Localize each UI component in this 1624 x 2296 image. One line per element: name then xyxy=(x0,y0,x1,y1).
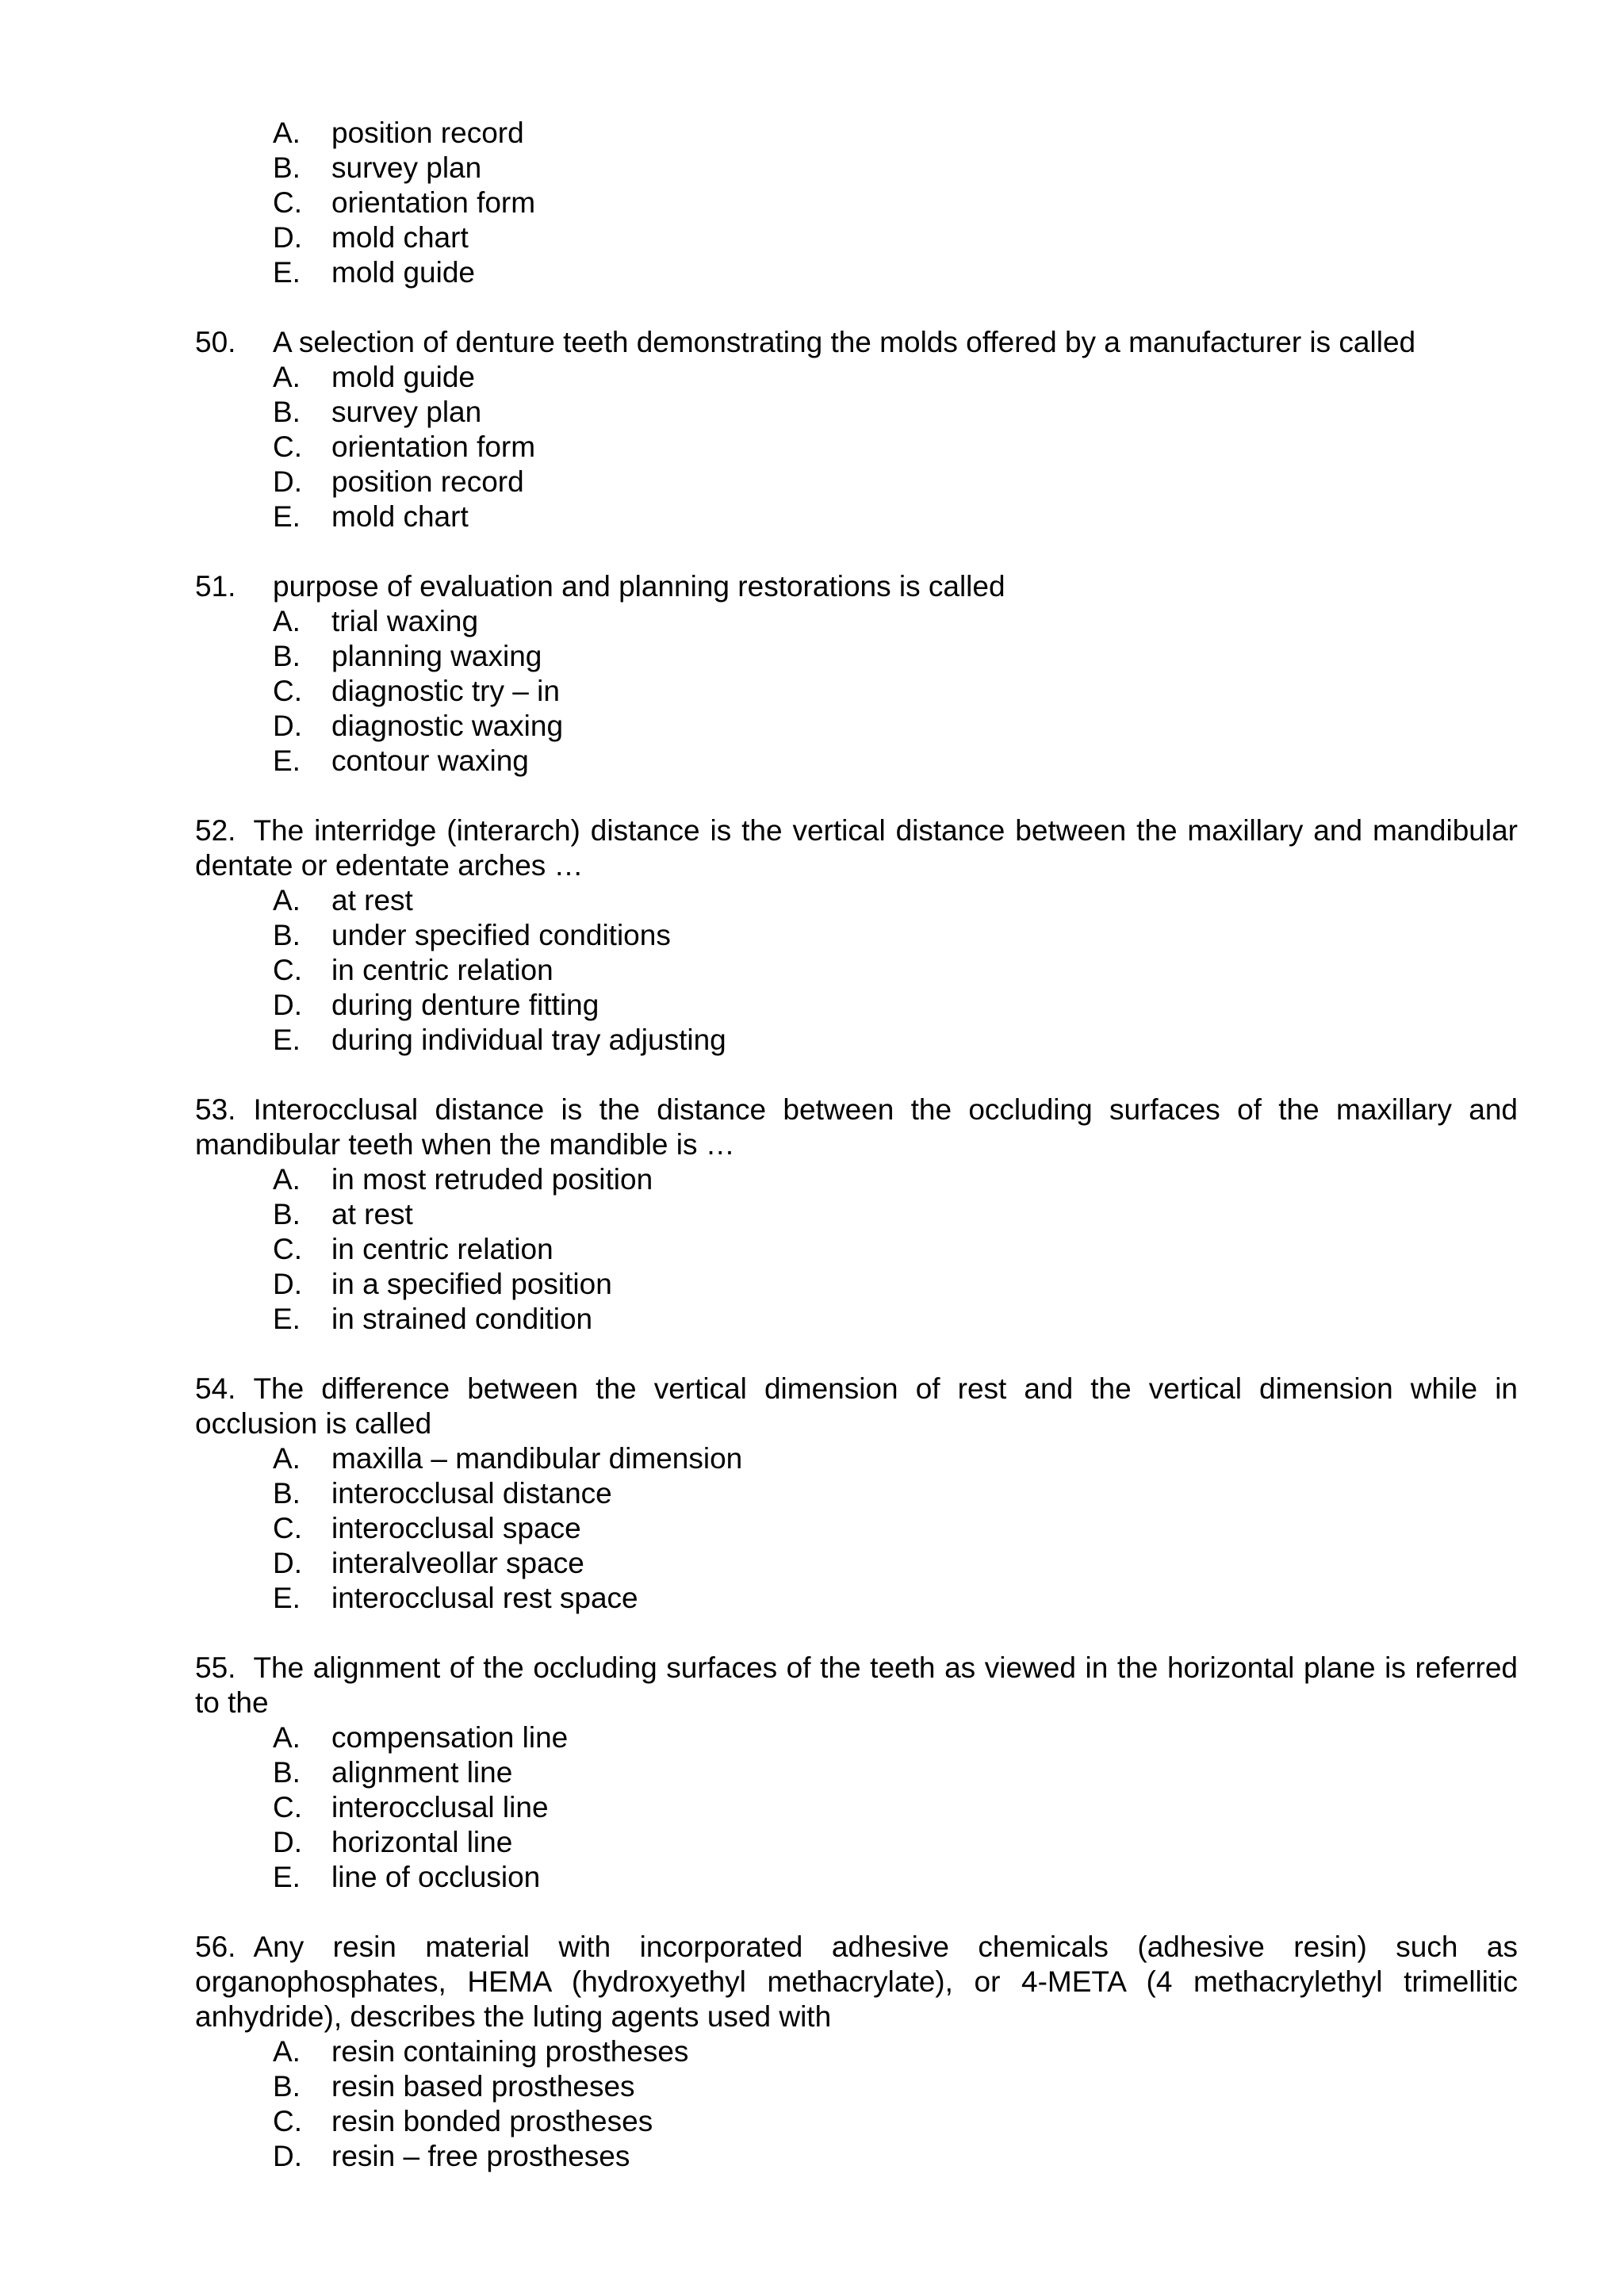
option-item xyxy=(195,639,1518,674)
option-item xyxy=(195,1476,1518,1511)
option-item xyxy=(195,395,1518,430)
option-text: maxilla – mandibular dimension xyxy=(331,1442,743,1475)
option-item xyxy=(195,674,1518,709)
option-item xyxy=(195,116,1518,151)
option-item xyxy=(195,1023,1518,1058)
option-letter: C. xyxy=(273,1233,302,1265)
option-letter: A. xyxy=(273,1442,301,1475)
option-letter: B. xyxy=(273,1198,301,1230)
option-item xyxy=(195,1755,1518,1790)
option-item xyxy=(195,1860,1518,1895)
option-letter: C. xyxy=(273,2105,302,2137)
question-52 xyxy=(195,813,1518,1058)
option-text: mold guide xyxy=(331,361,476,393)
option-item xyxy=(195,709,1518,744)
option-item xyxy=(195,1720,1518,1755)
option-letter: E. xyxy=(273,1861,301,1893)
question-51 xyxy=(195,569,1518,779)
question-55 xyxy=(195,1651,1518,1895)
option-letter: E. xyxy=(273,1024,301,1056)
option-item xyxy=(195,1511,1518,1546)
option-text: in centric relation xyxy=(331,1233,553,1265)
option-letter: C. xyxy=(273,430,302,463)
option-text: during denture fitting xyxy=(331,989,599,1021)
exam-page xyxy=(195,116,1518,2174)
question-stem xyxy=(195,569,1518,604)
option-letter: D. xyxy=(273,221,302,254)
option-item xyxy=(195,883,1518,918)
option-letter: E. xyxy=(273,744,301,777)
question-number: 51. xyxy=(195,570,236,603)
leading-options xyxy=(195,116,1518,290)
option-item xyxy=(195,1546,1518,1581)
question-53 xyxy=(195,1093,1518,1337)
option-item xyxy=(195,988,1518,1023)
option-text: horizontal line xyxy=(331,1826,513,1858)
option-item xyxy=(195,953,1518,988)
option-text: interalveollar space xyxy=(331,1547,584,1579)
option-item xyxy=(195,744,1518,779)
option-item xyxy=(195,186,1518,220)
question-text: A selection of denture teeth demonstrating the molds offered by a manufacturer is called xyxy=(273,326,1416,358)
option-item xyxy=(195,151,1518,186)
option-letter: B. xyxy=(273,396,301,428)
option-text: survey plan xyxy=(331,151,482,184)
option-item xyxy=(195,1162,1518,1197)
question-number: 52. xyxy=(195,814,236,847)
option-letter: A. xyxy=(273,117,301,149)
option-item xyxy=(195,1825,1518,1860)
option-letter: D. xyxy=(273,1268,302,1300)
option-item xyxy=(195,1232,1518,1267)
option-letter: B. xyxy=(273,1756,301,1789)
option-text: interocclusal space xyxy=(331,1512,581,1544)
option-letter: A. xyxy=(273,1163,301,1196)
option-letter: B. xyxy=(273,2070,301,2103)
question-56 xyxy=(195,1930,1518,2174)
option-letter: A. xyxy=(273,884,301,916)
question-text: Interocclusal distance is the distance between the occluding surfaces of the maxillary and mandibular teeth when the mandible is … xyxy=(195,1093,1518,1161)
option-item xyxy=(195,2069,1518,2104)
option-text: resin based prostheses xyxy=(331,2070,635,2103)
option-item xyxy=(195,918,1518,953)
option-text: position record xyxy=(331,465,524,498)
question-54 xyxy=(195,1372,1518,1616)
option-item xyxy=(195,1790,1518,1825)
option-letter: B. xyxy=(273,640,301,672)
question-stem xyxy=(195,1930,1518,2034)
option-text: resin containing prostheses xyxy=(331,2035,689,2068)
option-letter: E. xyxy=(273,1303,301,1335)
option-item xyxy=(195,1197,1518,1232)
option-text: in centric relation xyxy=(331,954,553,986)
option-letter: D. xyxy=(273,989,302,1021)
option-letter: E. xyxy=(273,256,301,289)
option-letter: C. xyxy=(273,186,302,219)
option-letter: C. xyxy=(273,1512,302,1544)
option-letter: A. xyxy=(273,361,301,393)
question-stem xyxy=(195,325,1518,360)
option-item xyxy=(195,465,1518,499)
option-text: position record xyxy=(331,117,524,149)
question-stem xyxy=(195,1093,1518,1162)
option-text: trial waxing xyxy=(331,605,479,637)
option-text: during individual tray adjusting xyxy=(331,1024,726,1056)
option-text: orientation form xyxy=(331,186,536,219)
option-item xyxy=(195,2139,1518,2174)
option-letter: C. xyxy=(273,954,302,986)
question-number: 55. xyxy=(195,1651,236,1684)
option-text: mold chart xyxy=(331,500,469,533)
option-text: in a specified position xyxy=(331,1268,612,1300)
question-text: The difference between the vertical dimension of rest and the vertical dimension while in occlusion is called xyxy=(195,1372,1518,1440)
question-50 xyxy=(195,325,1518,534)
option-item xyxy=(195,1441,1518,1476)
option-item xyxy=(195,220,1518,255)
option-item xyxy=(195,1302,1518,1337)
option-letter: B. xyxy=(273,151,301,184)
option-text: contour waxing xyxy=(331,744,529,777)
option-item xyxy=(195,255,1518,290)
option-item xyxy=(195,604,1518,639)
option-text: under specified conditions xyxy=(331,919,671,951)
option-text: interocclusal line xyxy=(331,1791,549,1823)
option-letter: B. xyxy=(273,1477,301,1510)
question-text: The interridge (interarch) distance is the vertical distance between the maxillary and mandibular dentate or edentate arches … xyxy=(195,814,1518,882)
option-letter: A. xyxy=(273,1721,301,1754)
option-text: interocclusal distance xyxy=(331,1477,612,1510)
question-stem xyxy=(195,813,1518,883)
question-number: 54. xyxy=(195,1372,236,1405)
option-letter: A. xyxy=(273,2035,301,2068)
option-text: planning waxing xyxy=(331,640,542,672)
option-item xyxy=(195,2104,1518,2139)
option-letter: D. xyxy=(273,710,302,742)
question-stem xyxy=(195,1651,1518,1720)
option-item xyxy=(195,1267,1518,1302)
option-letter: C. xyxy=(273,675,302,707)
question-text: The alignment of the occluding surfaces of the teeth as viewed in the horizontal plane is referred to the xyxy=(195,1651,1518,1719)
question-number: 50. xyxy=(195,326,236,358)
option-text: compensation line xyxy=(331,1721,569,1754)
option-item xyxy=(195,2034,1518,2069)
option-text: in most retruded position xyxy=(331,1163,653,1196)
option-text: diagnostic waxing xyxy=(331,710,564,742)
option-letter: D. xyxy=(273,1826,302,1858)
option-letter: A. xyxy=(273,605,301,637)
option-item xyxy=(195,430,1518,465)
option-letter: D. xyxy=(273,2140,302,2172)
option-item xyxy=(195,1581,1518,1616)
option-item xyxy=(195,499,1518,534)
option-text: at rest xyxy=(331,884,413,916)
option-text: alignment line xyxy=(331,1756,513,1789)
option-text: interocclusal rest space xyxy=(331,1582,638,1614)
option-text: orientation form xyxy=(331,430,536,463)
option-letter: D. xyxy=(273,465,302,498)
question-stem xyxy=(195,1372,1518,1441)
option-text: mold guide xyxy=(331,256,476,289)
option-text: resin – free prostheses xyxy=(331,2140,630,2172)
option-item xyxy=(195,360,1518,395)
option-text: survey plan xyxy=(331,396,482,428)
option-letter: D. xyxy=(273,1547,302,1579)
option-letter: E. xyxy=(273,1582,301,1614)
option-text: resin bonded prostheses xyxy=(331,2105,653,2137)
option-text: in strained condition xyxy=(331,1303,593,1335)
question-text: purpose of evaluation and planning restorations is called xyxy=(273,570,1005,603)
option-text: diagnostic try – in xyxy=(331,675,560,707)
option-letter: E. xyxy=(273,500,301,533)
question-text: Any resin material with incorporated adhesive chemicals (adhesive resin) such as organophosphates, HEMA (hydroxyethyl methacrylate), or 4-META (4 methacrylethyl trimellitic anhydride), describes the luting agents used with xyxy=(195,1931,1518,2033)
question-number: 56. xyxy=(195,1931,236,1963)
option-text: line of occlusion xyxy=(331,1861,541,1893)
option-letter: C. xyxy=(273,1791,302,1823)
option-text: at rest xyxy=(331,1198,413,1230)
question-number: 53. xyxy=(195,1093,236,1126)
option-letter: B. xyxy=(273,919,301,951)
option-text: mold chart xyxy=(331,221,469,254)
